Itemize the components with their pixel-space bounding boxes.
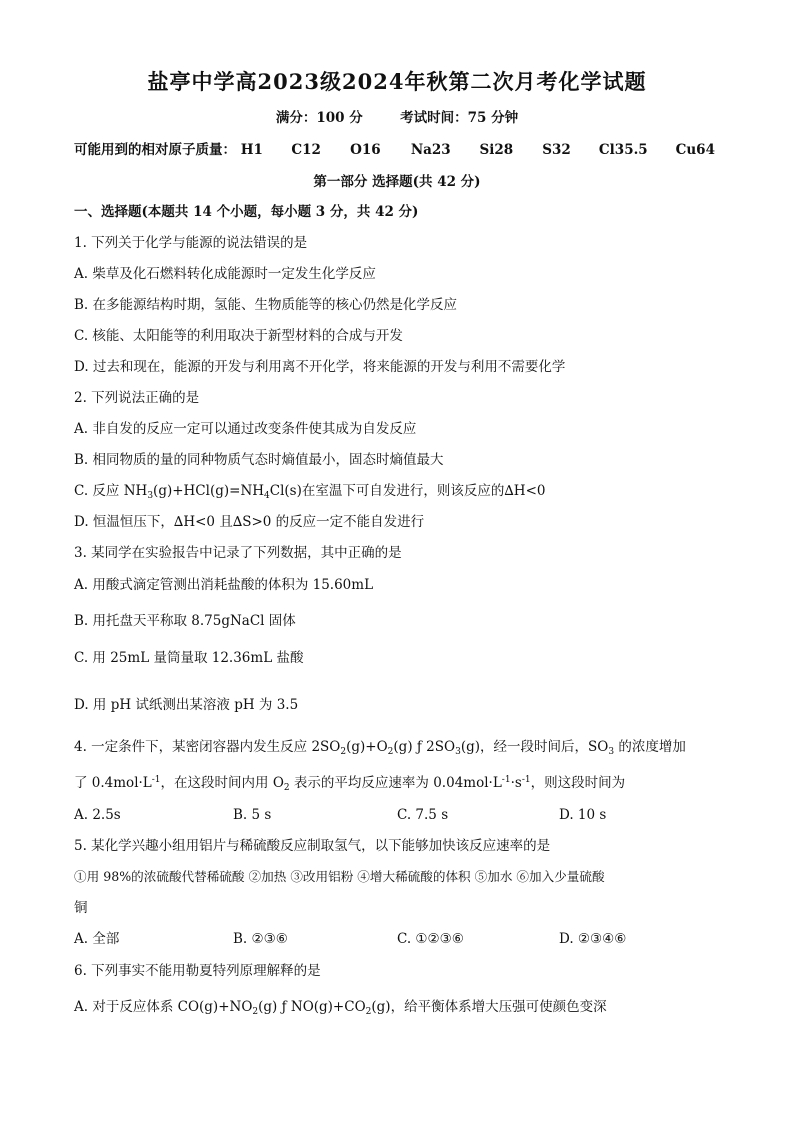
section-heading: 一、选择题(本题共 14 个小题，每小题 3 分，共 42 分) [74,204,419,220]
exam-info [0,108,794,128]
question-1-stem: 1. 下列关于化学与能源的说法错误的是 [74,235,308,251]
atomic-masses-label: 可能用到的相对原子质量： [74,142,236,158]
mass-item: C12 [291,142,321,158]
question-5-choices: ①用 98%的浓硫酸代替稀硫酸 ②加热 ③改用铝粉 ④增大稀硫酸的体积 ⑤加水 ⑥加入少量硫酸 [74,869,605,884]
question-5-choices-cont: 铜 [74,900,88,916]
question-2-option-c: C. 反应 $NH_3(g)+HCl(g)=NH_4Cl(s)$在室温下可自发进行，则该反应的∆H<0 [74,483,546,501]
mass-item: Cl35.5 [598,142,648,158]
mass-item: Si28 [479,142,514,158]
question-3-option-a: A. 用酸式滴定管测出消耗盐酸的体积为 15.60mL [74,577,374,593]
question-3-option-b: B. 用托盘天平称取 8.75gNaCl 固体 [74,613,296,629]
mass-item: Cu64 [675,142,715,158]
question-5-option-c: C. ①②③⑥ [397,931,464,947]
question-4-option-a: A. 2.5s [74,807,121,823]
question-4-stem-line2: 了 $0.4mol\cdot L^{-1}$，在这段时间内用 $O_2$ 表示的平均反应速率为 $0.04mol\cdot L^{-1}\cdot s^{-1}$，则这段时间为 [74,775,626,793]
question-2-option-a: A. 非自发的反应一定可以通过改变条件使其成为自发反应 [74,421,417,437]
question-5-option-d: D. ②③④⑥ [559,931,627,947]
mass-item: O16 [350,142,381,158]
question-1-option-a: A. 柴草及化石燃料转化成能源时一定发生化学反应 [74,266,376,282]
question-3-stem: 3. 某同学在实验报告中记录了下列数据，其中正确的是 [74,545,402,561]
question-4-stem: 4. 一定条件下，某密闭容器内发生反应 $2SO_2(g)+O_2(g)$ ƒ $2SO_3(g)$，经一段时间后，$SO_3$ 的浓度增加 [74,739,686,757]
question-4-option-c: C. 7.5 s [397,807,449,823]
question-3-option-c: C. 用 25mL 量筒量取 12.36mL 盐酸 [74,650,304,666]
exam-time: 考试时间：75 分钟 [400,110,519,126]
full-score: 满分：100 分 [275,110,363,126]
question-2-option-d: D. 恒温恒压下，∆H<0 且∆S>0 的反应一定不能自发进行 [74,514,425,530]
question-1-option-d: D. 过去和现在，能源的开发与利用离不开化学，将来能源的开发与利用不需要化学 [74,359,566,375]
question-2-stem: 2. 下列说法正确的是 [74,390,200,406]
question-6-stem: 6. 下列事实不能用勒夏特列原理解释的是 [74,963,321,979]
part-heading: 第一部分 选择题(共 42 分) [313,174,481,190]
question-3-option-d: D. 用 pH 试纸测出某溶液 pH 为 3.5 [74,697,299,713]
page-title: 盐亭中学高2023级2024年秋第二次月考化学试题 [147,69,647,94]
question-2-option-b: B. 相同物质的量的同种物质气态时熵值最小，固态时熵值最大 [74,452,444,468]
atomic-masses [74,140,715,160]
question-5-option-b: B. ②③⑥ [233,931,288,947]
question-6-option-a: A. 对于反应体系 $CO(g)+NO_2(g)$ ƒ $NO(g)+CO_2(g)$，给平衡体系增大压强可使颜色变深 [74,999,607,1017]
question-4-option-b: B. 5 s [233,807,272,823]
question-1-option-c: C. 核能、太阳能等的利用取决于新型材料的合成与开发 [74,328,403,344]
question-5-stem: 5. 某化学兴趣小组用铝片与稀硫酸反应制取氢气，以下能够加快该反应速率的是 [74,838,551,854]
question-4-option-d: D. 10 s [559,807,607,823]
question-1-option-b: B. 在多能源结构时期，氢能、生物质能等的核心仍然是化学反应 [74,297,458,313]
mass-item: Na23 [410,142,451,158]
mass-item: S32 [542,142,571,158]
mass-item: H1 [240,142,263,158]
question-5-option-a: A. 全部 [74,931,120,947]
